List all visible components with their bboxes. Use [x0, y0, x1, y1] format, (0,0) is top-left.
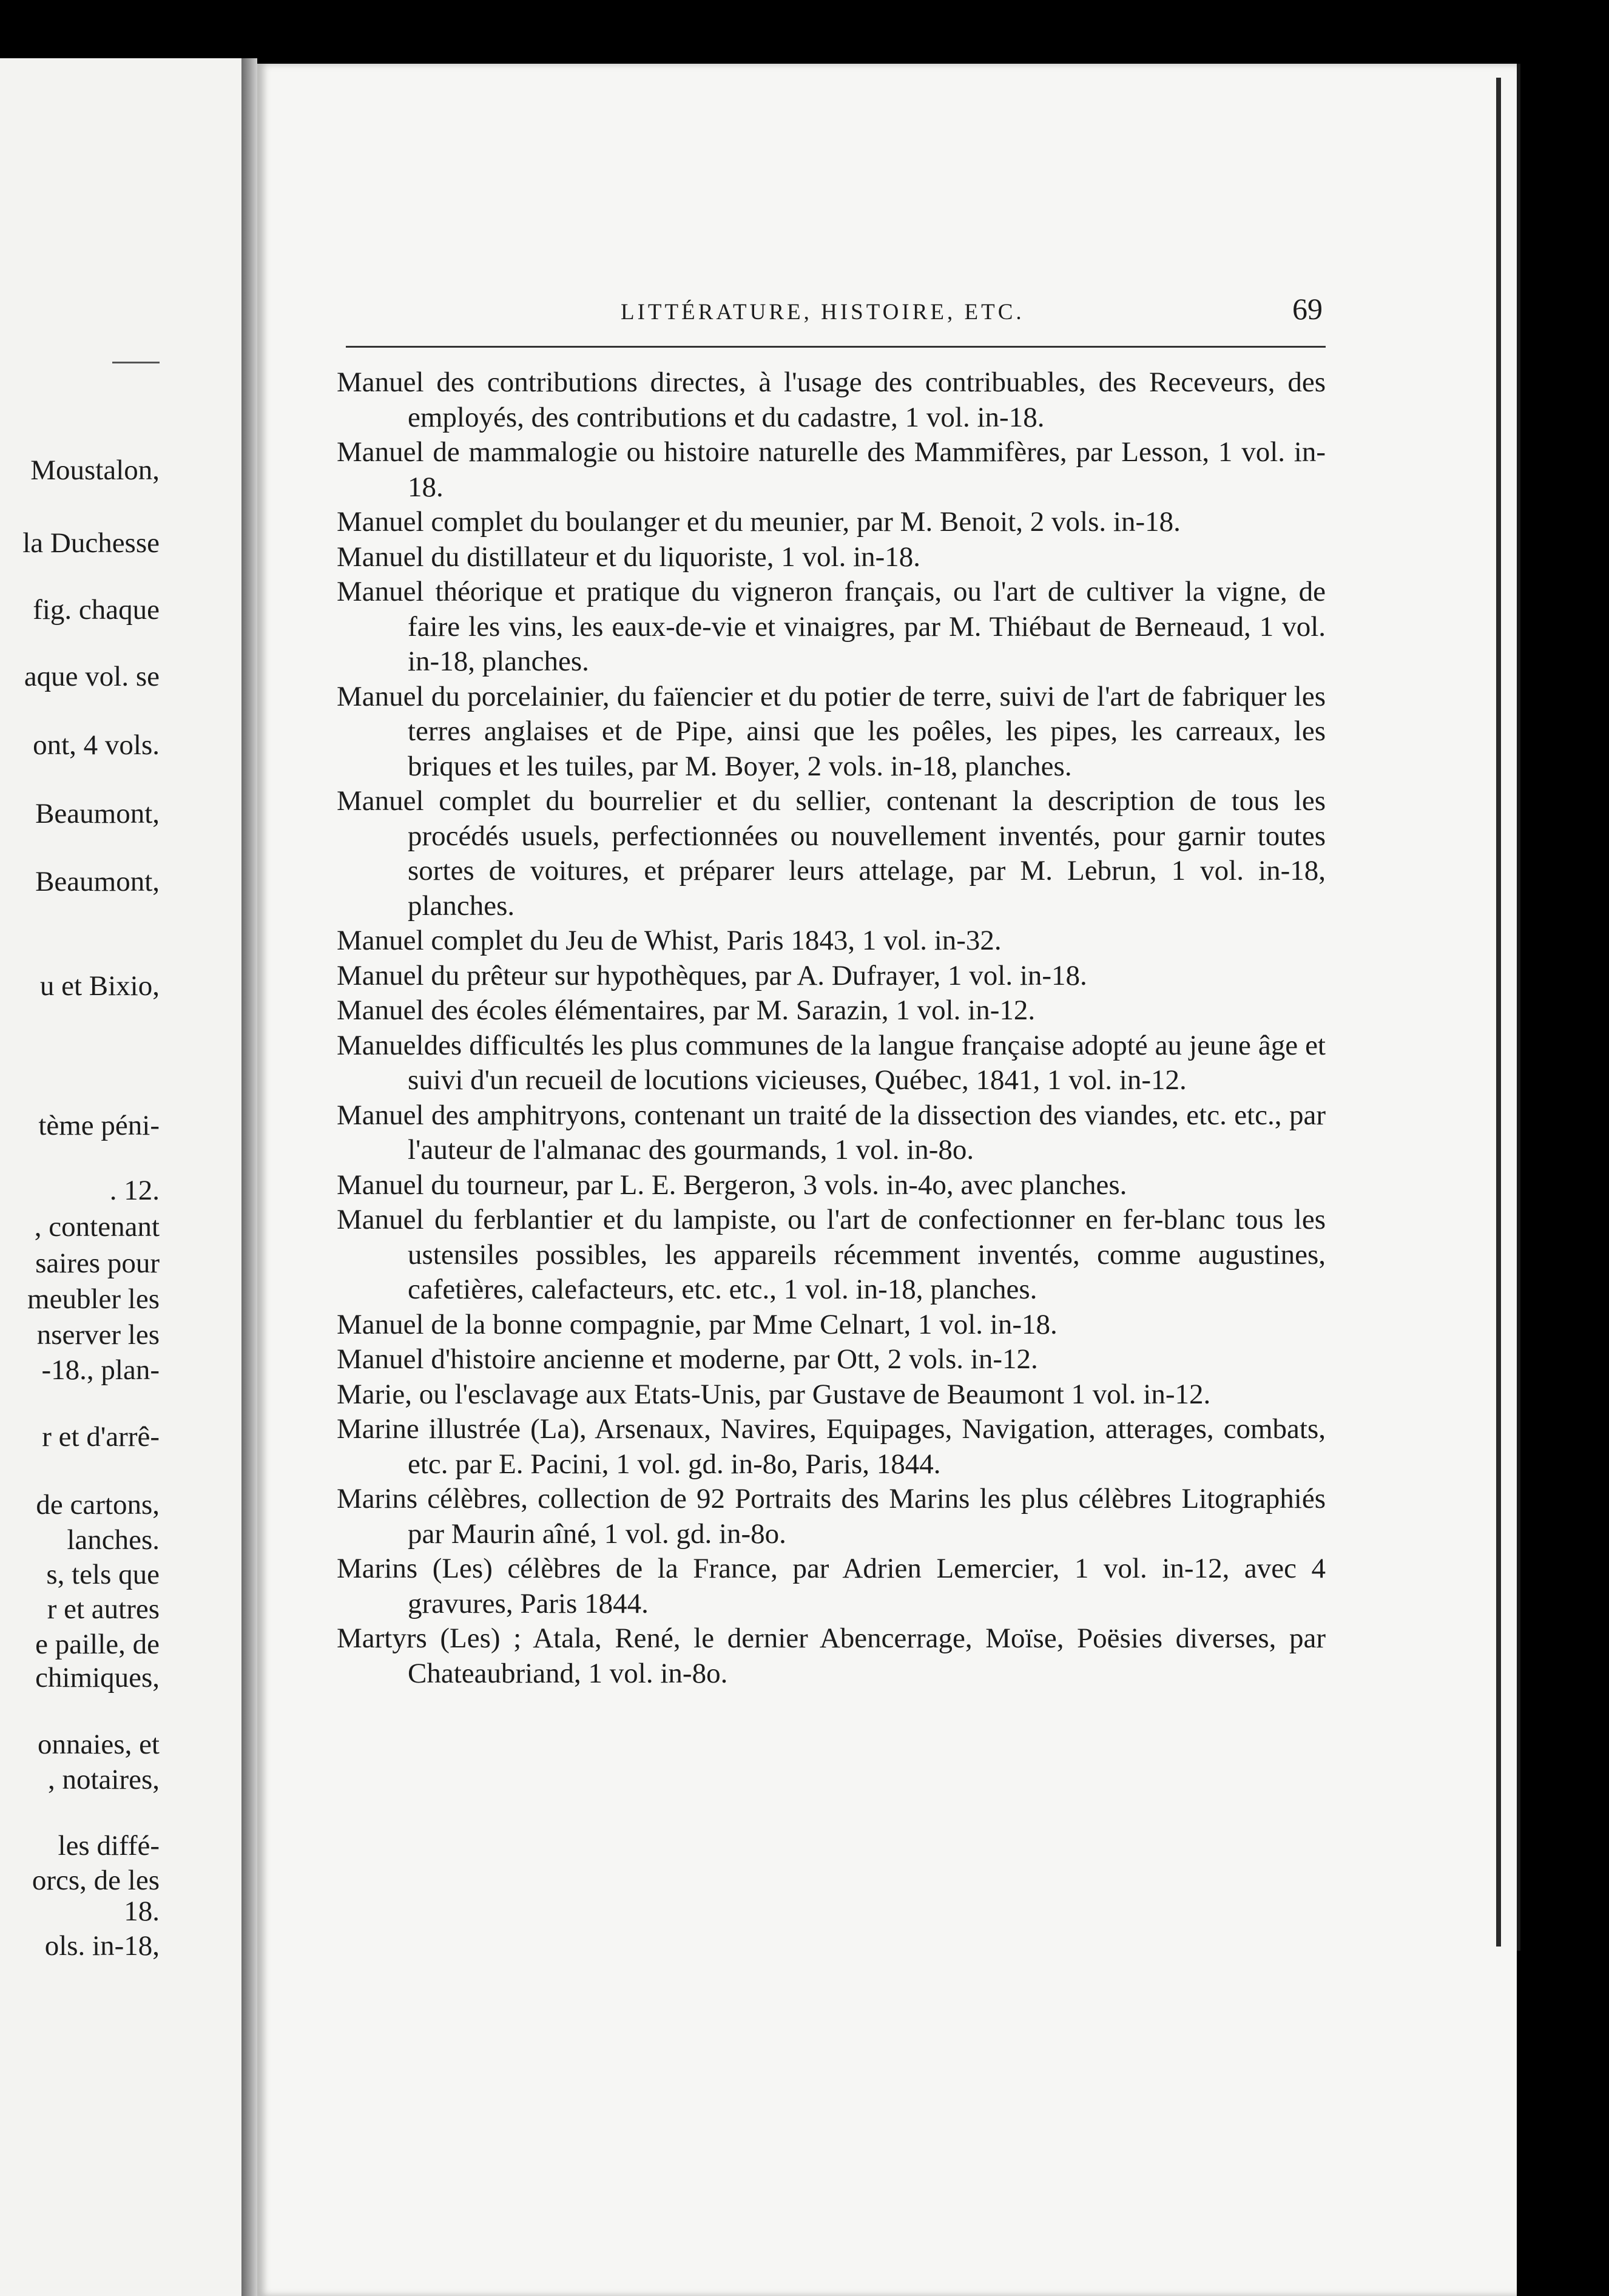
left-page-fragment: meubler les [27, 1283, 160, 1315]
left-page-fragment: 18. [124, 1896, 160, 1927]
catalogue-entry: Manuel complet du bourrelier et du sellier, contenant la description de tous les procédés usuels, perfectionnées ou nouvellement inventés, pour garnir toutes sortes de voitures, et préparer leurs attelage, par M. Lebrun, 1 vol. in-18, planches. [337, 785, 1326, 922]
catalogue-entry: Manuel du ferblantier et du lampiste, ou l'art de confectionner en fer-blanc tous les ustensiles possibles, les appareils récemment inventés, comme augustines, cafetières, calefacteurs, etc. etc., 1 vol. in-18, planches. [337, 1204, 1326, 1305]
catalogue-entry: Manuel complet du boulanger et du meunier, par M. Benoit, 2 vols. in-18. [337, 506, 1181, 538]
left-page-fragment: r et d'arrê- [42, 1421, 160, 1453]
catalogue-entry: Manuel du porcelainier, du faïencier et du potier de terre, suivi de l'art de fabriquer les terres anglaises et de Pipe, ainsi que les poêles, les pipes, les carreaux, les briques et les tuiles, par M. Boyer, 2 vols. in-18, planches. [337, 680, 1326, 782]
header-rule [346, 346, 1326, 348]
catalogue-entry: Manuel théorique et pratique du vigneron français, ou l'art de cultiver la vigne, de faire les vins, les eaux-de-vie et vinaigres, par M. Thiébaut de Berneaud, 1 vol. in-18, planches. [337, 576, 1326, 677]
catalogue-entry: Manuel des contributions directes, à l'usage des contribuables, des Receveurs, des employés, des contributions et du cadastre, 1 vol. in-18. [337, 366, 1326, 433]
left-page-fragment: lanches. [67, 1524, 160, 1556]
running-head: LITTÉRATURE, HISTOIRE, ETC. [621, 300, 1025, 325]
catalogue-entry: Martyrs (Les) ; Atala, René, le dernier Abencerrage, Moïse, Poësies diverses, par Chateaubriand, 1 vol. in-8o. [337, 1622, 1326, 1689]
catalogue-entry: Manuel complet du Jeu de Whist, Paris 1843, 1 vol. in-32. [337, 925, 1002, 956]
left-page [0, 58, 241, 2296]
catalogue-entry: Marins (Les) célèbres de la France, par Adrien Lemercier, 1 vol. in-12, avec 4 gravures, Paris 1844. [337, 1553, 1326, 1619]
left-page-fragment: chimiques, [35, 1662, 160, 1693]
left-page-fragment: ont, 4 vols. [33, 729, 160, 761]
left-page-fragment: la Duchesse [22, 527, 160, 559]
left-page-fragment: . 12. [109, 1175, 160, 1206]
catalogue-entries [337, 365, 1326, 1691]
book-gutter [241, 58, 257, 2296]
left-page-fragment: nserver les [36, 1319, 160, 1351]
left-page-fragment: Beaumont, [35, 798, 160, 829]
left-page-fragment: aque vol. se [24, 661, 160, 692]
page-edge-shadow [1496, 78, 1501, 1947]
left-page-fragment: onnaies, et [38, 1729, 160, 1760]
left-page-fragment: r et autres [47, 1593, 160, 1625]
catalogue-entry: Marie, ou l'esclavage aux Etats-Unis, par Gustave de Beaumont 1 vol. in-12. [337, 1378, 1211, 1410]
left-page-fragment: s, tels que [46, 1559, 160, 1590]
left-page-fragment: Beaumont, [35, 866, 160, 897]
left-page-fragment: Moustalon, [30, 454, 160, 486]
catalogue-entry: Manueldes difficultés les plus communes de la langue française adopté au jeune âge et suivi d'un recueil de locutions vicieuses, Québec, 1841, 1 vol. in-12. [337, 1029, 1326, 1096]
left-page-rule [112, 362, 160, 363]
left-page-fragment: fig. chaque [33, 594, 160, 626]
left-page-fragment: , notaires, [47, 1764, 160, 1795]
left-page-fragment: saires pour [35, 1248, 160, 1279]
left-page-fragment: ols. in-18, [44, 1930, 160, 1962]
left-page-fragment: orcs, de les [32, 1865, 160, 1896]
left-page-fragment: , contenant [34, 1211, 160, 1243]
catalogue-entry: Marine illustrée (La), Arsenaux, Navires, Equipages, Navigation, atterages, combats, etc. par E. Pacini, 1 vol. gd. in-8o, Paris, 1844. [337, 1413, 1326, 1480]
catalogue-entry: Manuel des amphitryons, contenant un traité de la dissection des viandes, etc. etc., par l'auteur de l'almanac des gourmands, 1 vol. in-8o. [337, 1099, 1326, 1166]
left-page-fragment: tème péni- [38, 1110, 160, 1141]
left-page-fragment: -18., plan- [41, 1354, 160, 1386]
catalogue-entry: Manuel de mammalogie ou histoire naturelle des Mammifères, par Lesson, 1 vol. in-18. [337, 436, 1326, 503]
catalogue-entry: Manuel du prêteur sur hypothèques, par A. Dufrayer, 1 vol. in-18. [337, 959, 1087, 991]
catalogue-entry: Manuel des écoles élémentaires, par M. Sarazin, 1 vol. in-12. [337, 994, 1036, 1026]
left-page-fragment: de cartons, [36, 1489, 160, 1521]
left-page-fragment: e paille, de [35, 1629, 160, 1660]
catalogue-entry: Manuel du tourneur, par L. E. Bergeron, 3 vols. in-4o, avec planches. [337, 1169, 1127, 1201]
catalogue-entry: Manuel de la bonne compagnie, par Mme Celnart, 1 vol. in-18. [337, 1308, 1057, 1340]
catalogue-entry: Manuel du distillateur et du liquoriste, 1 vol. in-18. [337, 541, 921, 573]
catalogue-entry: Manuel d'histoire ancienne et moderne, par Ott, 2 vols. in-12. [337, 1343, 1038, 1375]
page-number: 69 [1292, 292, 1323, 326]
left-page-fragment: u et Bixio, [39, 970, 160, 1002]
catalogue-entry: Marins célèbres, collection de 92 Portraits des Marins les plus célèbres Litographiés par Maurin aîné, 1 vol. gd. in-8o. [337, 1483, 1326, 1550]
left-page-fragment: les diffé- [58, 1830, 160, 1862]
